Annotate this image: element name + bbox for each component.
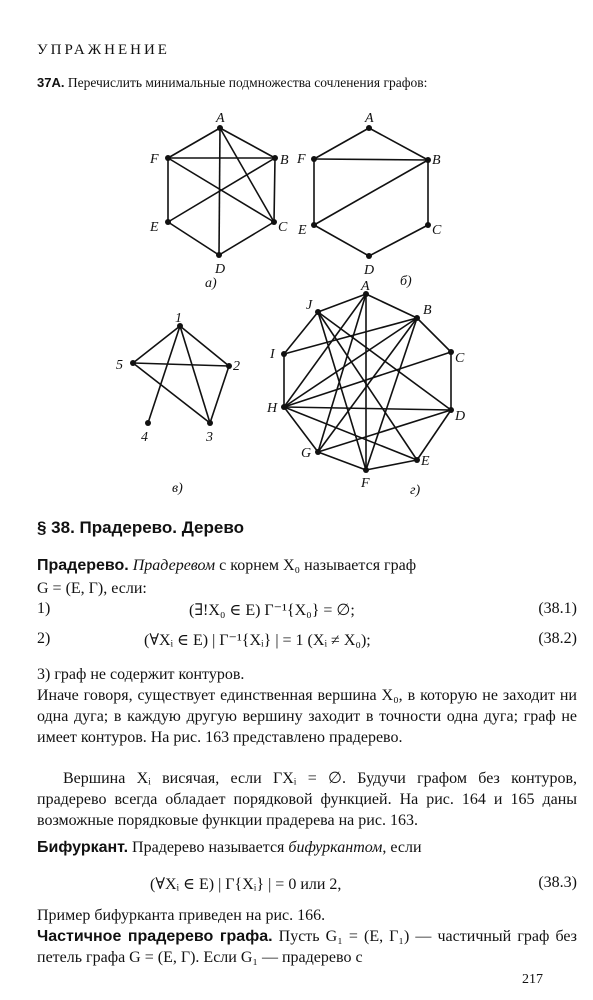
equation-ref: (38.2) (538, 630, 577, 647)
graph-g-label: D (455, 409, 466, 424)
bifurcant-definition (37, 837, 577, 858)
exercise-title: УПРАЖНЕНИЕ (37, 42, 170, 58)
graph-g-label: E (421, 454, 430, 469)
graph-a-caption: а) (205, 276, 217, 291)
bifurcant-italic: бифуркантом (288, 839, 383, 856)
graph-a-label: A (216, 111, 225, 126)
graph-g-label: I (270, 347, 275, 362)
paragraph-1: Иначе говоря, существует единственная вершина X₀, в которую не заходит ни одна дуга; в каждую другую вершину заходит в точности одна дуга; граф не имеет контуров. На рис. 163 представлено прадерево. (37, 687, 577, 746)
graph-b-caption: б) (400, 274, 412, 289)
graph-v (133, 326, 229, 423)
bifurcant-text: Прадерево называется (128, 839, 289, 856)
bifurcant-end: , если (382, 839, 422, 856)
equation-38-1 (37, 600, 577, 622)
graph-a-label: F (150, 152, 159, 167)
partial-term: Частичное прадерево графа. (37, 928, 273, 945)
graph-b-label: B (432, 153, 441, 168)
partial-preforest (37, 926, 577, 968)
definition-italic: Прадеревом (132, 557, 216, 574)
definition-term: Прадерево. (37, 557, 129, 574)
graph-v-label: 5 (116, 358, 123, 373)
graph-g-label: H (267, 401, 278, 416)
definition-text: с корнем X₀ называется граф (215, 557, 417, 574)
equation-38-2 (37, 630, 577, 652)
problem-number: 37А. (37, 75, 65, 90)
graph-g (284, 294, 451, 470)
graph-v-label: 2 (233, 359, 240, 374)
graph-b-label: E (298, 223, 307, 238)
equation-formula: (∀Xᵢ ∈ E) | Γ{Xᵢ} | = 0 или 2, (150, 876, 342, 893)
page-number: 217 (522, 972, 543, 987)
paragraph-2: Вершина Xᵢ висячая, если ΓXᵢ = ∅. Будучи графом без контуров, прадерево всегда обладает порядковой функцией. На рис. 164 и 165 даны возможные порядковые функции прадерева на рис. 163. (37, 770, 577, 829)
equation-ref: (38.3) (538, 874, 577, 891)
graph-g-label: J (306, 298, 313, 313)
graph-b-label: D (364, 263, 375, 278)
graph-g-label: F (361, 476, 370, 491)
bifurcant-term: Бифуркант. (37, 839, 129, 856)
partial-text: Пусть G₁ = (E, Γ₁) — частичный граф без петель графа G = (E, Γ). Если G₁ — прадерево с (37, 928, 577, 966)
graph-a-label: B (280, 153, 289, 168)
graph-v-label: 3 (206, 430, 213, 445)
graph-b (314, 128, 428, 256)
graph-g-caption: г) (410, 483, 421, 498)
graph-g-label: A (361, 279, 370, 294)
definition-line2: G = (E, Γ), если: (37, 580, 147, 597)
problem-text: Перечислить минимальные подмножества сочленения графов: (67, 75, 428, 90)
equation-number: 2) (37, 630, 51, 647)
graph-v-label: 4 (141, 430, 148, 445)
condition-3: 3) граф не содержит контуров. (37, 666, 245, 683)
bifurcant-example: Пример бифурканта приведен на рис. 166. (37, 907, 326, 924)
graph-b-label: F (297, 152, 306, 167)
equation-formula: (∃!X₀ ∈ E) Γ⁻¹{X₀} = ∅; (189, 602, 355, 619)
graph-a-vertices (165, 125, 278, 258)
graph-v-caption: в) (172, 481, 183, 496)
graph-a-label: E (150, 220, 159, 235)
graph-g-label: G (301, 446, 312, 461)
graph-v-label: 1 (175, 311, 182, 326)
graph-g-label: C (455, 351, 465, 366)
graph-a (168, 128, 275, 255)
graph-g-label: B (423, 303, 432, 318)
graph-a-label: D (215, 262, 226, 277)
definition-intro (37, 555, 577, 576)
graph-b-label: C (432, 223, 442, 238)
equation-38-3 (37, 874, 577, 896)
graph-a-label: C (278, 220, 288, 235)
graph-v-vertices (130, 323, 232, 426)
equation-formula: (∀Xᵢ ∈ E) | Γ⁻¹{Xᵢ} | = 1 (Xᵢ ≠ X₀); (144, 632, 371, 649)
graph-b-label: A (365, 111, 374, 126)
equation-number: 1) (37, 600, 51, 617)
section-title: § 38. Прадерево. Дерево (37, 518, 244, 537)
equation-ref: (38.1) (538, 600, 577, 617)
